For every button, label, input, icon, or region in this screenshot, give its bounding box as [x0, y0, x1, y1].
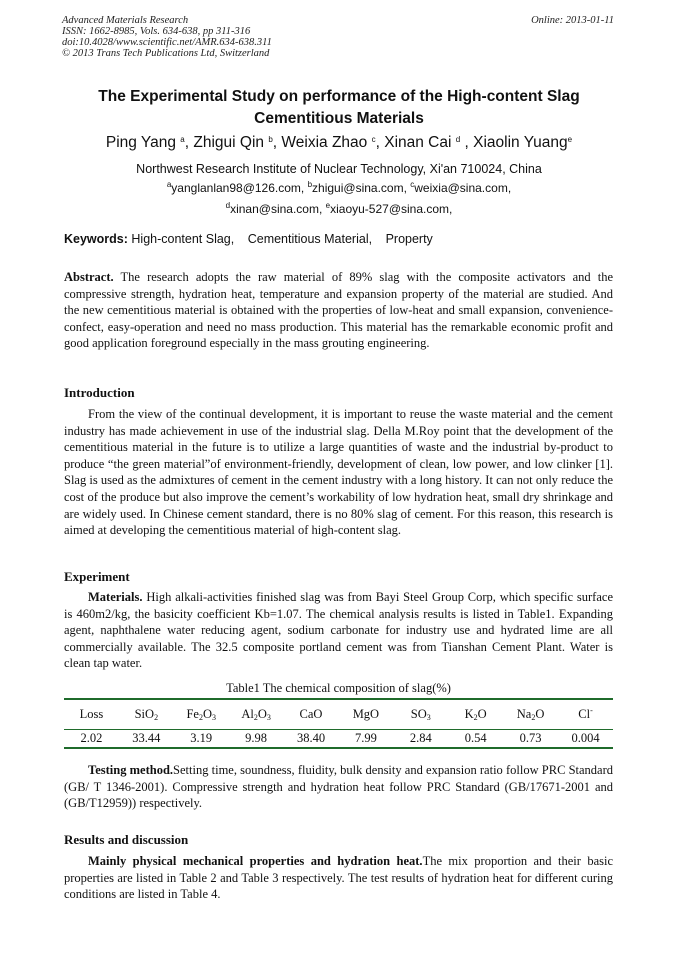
email-line-1: $^a$yanglanlan98@126.com, $^b$zhigui@sina.com, $^c$weixia@sina.com, [166, 180, 512, 195]
affiliation: Northwest Research Institute of Nuclear Technology, Xi'an 710024, China [136, 162, 542, 176]
table-header-row [64, 700, 613, 729]
email-address[interactable]: yanglanlan98@126.com [171, 181, 301, 195]
table-bottom-rule [64, 747, 613, 749]
table-header-cell: SiO$_2$ [134, 707, 159, 722]
title-line-2: Cementitious Materials [254, 110, 424, 127]
introduction-text: From the view of the continual development, it is important to reuse the waste material and the cement industry has made achievement in use of the industrial slag. Della M.Roy point that the development of the cementitious material in the future is to utilize a large quantities of waste and the industrial by-product to produce “the green material”of environment-friendly, development of clean, low power, and low clinker [1]. Slag is used as the admixtures of cement in the cement industry with a long history. It can not only reduce the cost of the produce but also improve the cement’s workability of low hydration heat, small dry shrinkage and are widely used. In Chinese cement standard, there is no 80% slag of cement. For this reason, this research is aimed at developing the cementitious material of high-content slag. [64, 407, 613, 538]
email-address[interactable]: zhigui@sina.com [312, 181, 404, 195]
results-sub-label: Mainly physical mechanical properties and hydration heat. [88, 854, 423, 868]
materials-paragraph [64, 589, 613, 672]
author-sup: d [455, 135, 461, 144]
table-cell: 2.84 [409, 731, 432, 745]
email-sup: b [307, 180, 313, 189]
journal-name: Advanced Materials Research [62, 15, 189, 26]
table-header-cell: $Al_2O_3$ [241, 707, 271, 722]
paper-title [60, 86, 618, 130]
email-address[interactable]: weixia@sina.com [414, 181, 508, 195]
testing-text: Setting time, soundness, fluidity, bulk density and expansion ratio follow PRC Standard (GB/ T 1346-2001). Compressive strength and hydration heat follow PRC Standard (GB/17671-2001 and (GB/T12959)) respectively. [64, 763, 614, 811]
table-header-cell: MgO [352, 707, 380, 721]
table-header-cell: Cl- [578, 706, 593, 721]
email-address[interactable]: xinan@sina.com [230, 202, 319, 216]
keyword: Property [385, 232, 433, 246]
table-cell: 0.73 [519, 731, 542, 745]
table-cell: 0.54 [464, 731, 487, 745]
table-cell: 2.02 [80, 731, 103, 745]
copyright-line: © 2013 Trans Tech Publications Ltd, Switzerland [62, 48, 270, 59]
author-sup: c [371, 135, 376, 144]
experiment-heading: Experiment [64, 569, 130, 584]
email-sup: e [325, 201, 331, 210]
testing-paragraph [64, 762, 613, 812]
table-cell: 38.40 [296, 731, 326, 745]
doi-line[interactable]: doi:10.4028/www.scientific.net/AMR.634-638.311 [62, 37, 272, 48]
materials-text: High alkali-activities finished slag was from Bayi Steel Group Corp, which specific surface is 460m2/kg, the basicity coefficient Kb=1.07. The chemical analysis results is listed in Table1. Expanding agent, naphthalene water reducing agent, sodium carbonate for industry use and hydrated lime are all commercially available. The 32.5 composite portland cement was from Tianshan Cement Plant. Water is clean tap water. [64, 590, 613, 671]
author-sup: b [268, 135, 273, 144]
author-name: Xinan Cai [384, 134, 452, 151]
keyword: Cementitious Material, [247, 232, 373, 246]
table-header-cell: $SO_3$ [410, 707, 431, 722]
introduction-heading: Introduction [64, 385, 135, 400]
keywords [64, 232, 433, 246]
email-sup: d [225, 201, 231, 210]
table-cell: 9.98 [245, 731, 268, 745]
table-cell: 33.44 [132, 731, 161, 745]
keywords-label: Keywords: [64, 232, 128, 246]
email-address[interactable]: xiaoyu-527@sina.com [330, 202, 450, 216]
email-line-2: $^d$xinan@sina.com, $^e$xiaoyu-527@sina.com, [225, 201, 453, 216]
abstract-text: The research adopts the raw material of 89% slag with the composite activators and the compressive strength, hydration heat, temperature and expansion property of the material are studied. And the new cementitious material is obtained with the properties of low-heat and small expansion, convenience-confect, easy-operation and need no mass production. This material has the remarkable economic profit and good application foreground especially in the mass grouting engineering. [64, 270, 613, 351]
table-cell: 7.99 [354, 731, 377, 745]
title-line-1: The Experimental Study on performance of the High-content Slag [98, 88, 580, 105]
keyword: High-content Slag, [131, 232, 235, 246]
table-row [64, 730, 613, 747]
author-name: Xiaolin Yuang [473, 134, 568, 151]
author-name: Zhigui Qin [193, 134, 265, 151]
abstract-label: Abstract. [64, 270, 114, 284]
issn-line: ISSN: 1662-8985, Vols. 634-638, pp 311-316 [62, 26, 251, 37]
author-list: Ping Yang $^a$, Zhigui Qin $^b$, Weixia Zhao $^c$, Xinan Cai $^d$ , Xiaolin Yuang$^e$ [105, 134, 573, 151]
email-sup: c [410, 180, 415, 189]
table-header-cell: CaO [299, 707, 323, 721]
online-date: Online: 2013-01-11 [531, 15, 614, 26]
email-sup: a [166, 180, 172, 189]
materials-label: Materials. [88, 590, 143, 604]
abstract [64, 269, 613, 352]
table-header-cell: Loss [79, 707, 104, 721]
results-heading: Results and discussion [64, 832, 189, 847]
table1-caption: Table1 The chemical composition of slag(%) [226, 681, 451, 695]
testing-label: Testing method. [88, 763, 174, 777]
results-paragraph [64, 853, 613, 903]
table-header-cell: $Fe_2O_3$ [186, 707, 216, 722]
table-cell: 0.004 [571, 731, 600, 745]
results-text: The mix proportion and their basic properties are listed in Table 2 and Table 3 respectively. The test results of hydration heat for different curing conditions are listed in Table 4. [64, 854, 614, 902]
journal-header [62, 15, 272, 59]
author-sup: a [180, 135, 185, 144]
table1 [64, 698, 613, 749]
author-name: Ping Yang [105, 134, 176, 151]
table-cell: 3.19 [190, 731, 213, 745]
author-name: Weixia Zhao [281, 134, 368, 151]
table-header-cell: $Na_2O$ [516, 707, 545, 722]
table-header-cell: $K_2O$ [464, 707, 487, 722]
author-sup: e [567, 135, 573, 144]
